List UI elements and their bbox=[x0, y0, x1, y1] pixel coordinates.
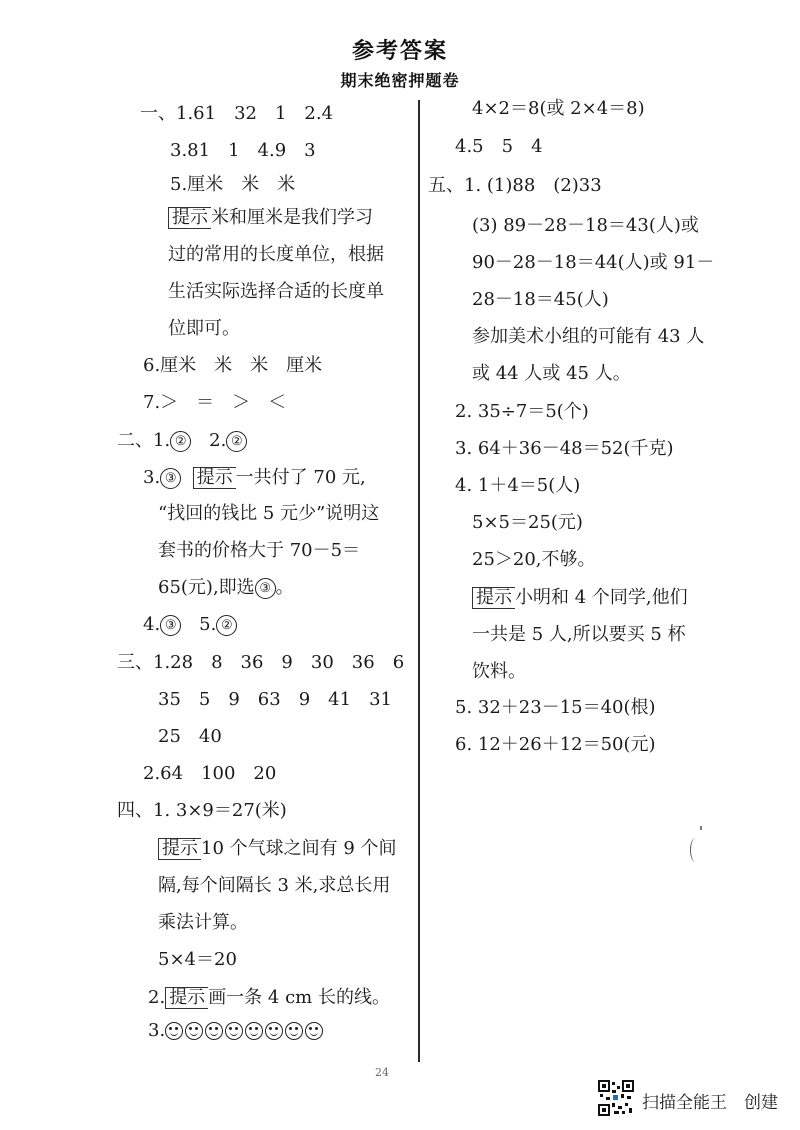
smiley-row bbox=[165, 1020, 325, 1041]
stray-mark bbox=[700, 826, 702, 830]
smiley-icon bbox=[285, 1022, 303, 1040]
smiley-icon bbox=[265, 1022, 283, 1040]
answer-3-1-line-2: 35 5 9 63 9 41 31 bbox=[158, 689, 392, 710]
smiley-icon bbox=[225, 1022, 243, 1040]
smiley-icon bbox=[305, 1022, 323, 1040]
answer-4-1-calc: 5×4＝20 bbox=[158, 949, 237, 970]
page-subtitle: 期末绝密押题卷 bbox=[340, 71, 460, 90]
hint-4-line-2: 隔,每个间隔长 3 米,求总长用 bbox=[158, 875, 391, 896]
circled-number: ③ bbox=[160, 615, 181, 636]
answer-4-4: 4.5 5 4 bbox=[455, 136, 543, 157]
answer-3-1-line-3: 25 40 bbox=[158, 726, 222, 747]
hint-4-line-3: 乘法计算。 bbox=[158, 912, 248, 933]
answer-1-7: 7.＞ ＝ ＞ ＜ bbox=[143, 392, 287, 413]
answer-5-1-3-line-2: 90－28－18＝44(人)或 91－ bbox=[472, 252, 715, 273]
answer-5-1-conclusion-2: 或 44 人或 45 人。 bbox=[472, 363, 631, 384]
label: 3. bbox=[148, 1020, 166, 1041]
hint-text: 小明和 4 个同学,他们 bbox=[515, 587, 688, 608]
smiley-icon bbox=[205, 1022, 223, 1040]
answer-1-6: 6.厘米 米 米 厘米 bbox=[143, 355, 323, 376]
label: 2. bbox=[148, 987, 166, 1008]
scanner-watermark bbox=[598, 1080, 788, 1118]
answer-5-4: 4. 1＋4＝5(人) bbox=[455, 475, 581, 496]
label: 3. bbox=[143, 467, 161, 488]
answer-5-4-line-3: 25＞20,不够。 bbox=[472, 549, 596, 570]
answer-1-5: 5.厘米 米 米 bbox=[170, 174, 296, 195]
answer-2-3-line-3: 套书的价格大于 70－5＝ bbox=[158, 540, 361, 561]
answer-1-1: 一、1.61 32 1 2.4 bbox=[140, 103, 334, 124]
answer-4-1: 四、1. 3×9＝27(米) bbox=[117, 800, 287, 821]
answer-5-6: 6. 12＋26＋12＝50(元) bbox=[455, 734, 656, 755]
hint-label: 提示 bbox=[472, 587, 515, 609]
answer-4-2 bbox=[148, 987, 390, 1009]
column-divider bbox=[418, 100, 420, 1062]
answer-5-1-3: (3) 89－28－18＝43(人)或 bbox=[472, 215, 699, 236]
answer-5-3: 3. 64＋36－48＝52(千克) bbox=[455, 438, 674, 459]
qr-code-icon bbox=[598, 1080, 634, 1116]
smiley-icon bbox=[245, 1022, 263, 1040]
answer-2-3-line-2: “找回的钱比 5 元少”说明这 bbox=[158, 503, 380, 524]
hint-1-line-2: 过的常用的长度单位，根据 bbox=[168, 244, 384, 265]
text: 65(元),即选 bbox=[158, 577, 255, 598]
smiley-icon bbox=[185, 1022, 203, 1040]
answer-3-2: 2.64 100 20 bbox=[143, 763, 277, 784]
answer-2-1 bbox=[117, 430, 247, 452]
hint-1 bbox=[168, 207, 373, 229]
hint-label: 提示 bbox=[193, 467, 236, 489]
page-number: 24 bbox=[375, 1066, 389, 1079]
answer-5-4-line-2: 5×5＝25(元) bbox=[472, 512, 583, 533]
hint-text: 画一条 4 cm 长的线。 bbox=[208, 987, 390, 1008]
circled-number: ② bbox=[170, 431, 191, 452]
hint-text: 米和厘米是我们学习 bbox=[211, 207, 373, 228]
hint-text: 一共付了 70 元, bbox=[235, 467, 366, 488]
hint-1-line-3: 生活实际选择合适的长度单 bbox=[168, 281, 384, 302]
circled-number: ③ bbox=[160, 468, 181, 489]
circled-number: ② bbox=[216, 615, 237, 636]
watermark-text: 扫描全能王 创建 bbox=[642, 1093, 778, 1113]
answer-4-3 bbox=[148, 1020, 325, 1042]
hint-5-line-2: 一共是 5 人,所以要买 5 杯 bbox=[472, 624, 686, 645]
label: 二、1. bbox=[117, 430, 171, 451]
stray-mark bbox=[690, 838, 701, 862]
answer-3-1: 三、1.28 8 36 9 30 36 6 bbox=[117, 652, 405, 673]
label: 2. bbox=[191, 430, 227, 451]
hint-1-line-4: 位即可。 bbox=[168, 318, 240, 339]
answer-4-prev: 4×2＝8(或 2×4＝8) bbox=[472, 98, 645, 119]
answer-5-2: 2. 35÷7＝5(个) bbox=[455, 401, 589, 422]
answer-5-1: 五、1. (1)88 (2)33 bbox=[428, 175, 602, 196]
smiley-icon bbox=[165, 1022, 183, 1040]
answer-5-5: 5. 32＋23－15＝40(根) bbox=[455, 697, 656, 718]
circled-number: ② bbox=[226, 431, 247, 452]
answer-1-3: 3.81 1 4.9 3 bbox=[170, 140, 316, 161]
answer-2-3 bbox=[143, 467, 366, 489]
label: 5. bbox=[181, 614, 217, 635]
answer-5-1-3-line-3: 28－18＝45(人) bbox=[472, 289, 609, 310]
answer-2-3-line-4 bbox=[158, 577, 294, 599]
hint-5-line-3: 饮料。 bbox=[472, 661, 526, 682]
hint-5 bbox=[472, 587, 688, 609]
hint-4 bbox=[158, 838, 397, 860]
hint-label: 提示 bbox=[165, 987, 208, 1009]
hint-label: 提示 bbox=[168, 207, 211, 229]
hint-label: 提示 bbox=[158, 838, 201, 860]
answer-5-1-conclusion: 参加美术小组的可能有 43 人 bbox=[472, 326, 705, 347]
label: 4. bbox=[143, 614, 161, 635]
hint-text: 10 个气球之间有 9 个间 bbox=[201, 838, 397, 859]
text: 。 bbox=[275, 577, 294, 598]
answer-2-4 bbox=[143, 614, 237, 636]
page-title: 参考答案 bbox=[351, 38, 448, 64]
circled-number: ③ bbox=[255, 578, 276, 599]
